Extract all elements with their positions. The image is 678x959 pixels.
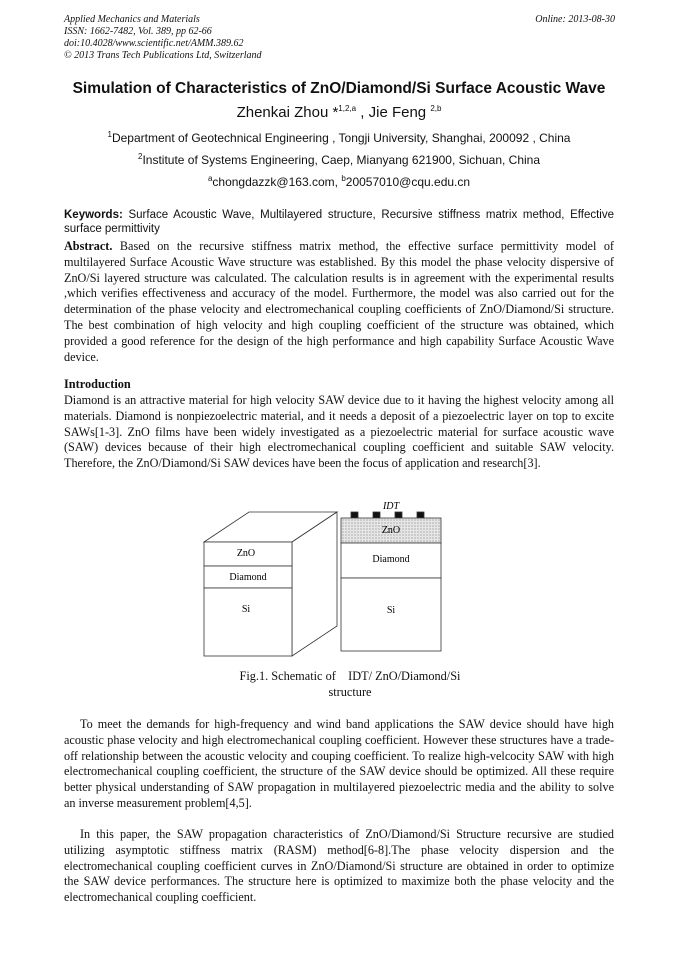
author-separator: ,	[356, 104, 369, 121]
figure-1-caption	[200, 668, 500, 700]
caption-line-1: Fig.1. Schematic of IDT/ ZnO/Diamond/Si	[239, 669, 461, 683]
abstract-label: Abstract.	[64, 239, 113, 253]
introduction-para-3: In this paper, the SAW propagation characteristics of ZnO/Diamond/Si Structure recursive are studied utilizing asymptotic stiffness matrix (RASM) method[6-8].The phase velocity dispersion and the electromechanical coupling coefficient curves in ZnO/Diamond/Si structure are obtained in order to optimize the SAW device performances. The structure here is optimized to maximize both the phase velocity and the electromechanical coupling coefficient.	[64, 827, 614, 905]
right-si-label: Si	[386, 605, 396, 616]
caption-line-2: structure	[328, 685, 372, 699]
right-diamond-label: Diamond	[372, 554, 410, 565]
abstract-text: Based on the recursive stiffness matrix method, the effective surface permittivity model of multilayered Surface Acoustic Wave structure was established. By this model the phase velocity dispersive of ZnO/Si layered structure was calculated. The calculation results is in agreement with the experimental results ,which verifies effectiveness and accuracy of the model. Furthermore, the model was also carried out for the determination of the phase velocity and electromechanical coupling coefficients of ZnO/Diamond/Si structure. The best combination of high velocity and high coupling coefficient of the structure was obtained, which provided a good reference for the design of the high performance and high capability Surface Acoustic Wave device.	[64, 239, 614, 364]
idt-electrode	[373, 512, 380, 518]
keywords-label: Keywords:	[64, 209, 123, 221]
introduction-heading: Introduction	[64, 377, 131, 391]
idt-electrode	[351, 512, 358, 518]
right-zno-label: ZnO	[381, 525, 401, 536]
author-1: Zhenkai Zhou *	[236, 104, 339, 121]
online-date: Online: 2013-08-30	[535, 14, 615, 25]
affiliation-2-text: Institute of Systems Engineering, Caep, Mianyang 621900, Sichuan, China	[142, 153, 541, 167]
idt-label: IDT	[382, 501, 400, 512]
left-diamond-label: Diamond	[229, 572, 267, 583]
paper-title: Simulation of Characteristics of ZnO/Diamond/Si Surface Acoustic Wave	[72, 80, 606, 97]
idt-electrode	[417, 512, 424, 518]
email-2-marker: b	[341, 174, 346, 183]
issn: ISSN: 1662-7482, Vol. 389, pp 62-66	[64, 26, 212, 37]
left-layer-stack	[204, 512, 337, 656]
keywords-text: Surface Acoustic Wave, Multilayered structure, Recursive stiffness matrix method, Effective surface permittivity	[64, 209, 614, 235]
left-si-label: Si	[241, 604, 251, 615]
affiliation-1-text: Department of Geotechnical Engineering , Tongji University, Shanghai, 200092 , China	[111, 131, 571, 145]
author-2-affil: 2,b	[430, 104, 442, 113]
introduction-para-1: Diamond is an attractive material for high velocity SAW device due to it having the highest velocity among all materials. Diamond is nonpiezoelectric material, and it needs a deposit of a piezoelectric layer on top to excite SAWs[1-3]. ZnO films have been widely investigated as a piezoelectric material for surface acoustic wave (SAW) devices because of their high electromechanical coupling coefficient and suitable SAW velocity. Therefore, the ZnO/Diamond/Si SAW devices have been the focus of application and research[3].	[64, 393, 614, 471]
introduction-para-2: To meet the demands for high-frequency and wind band applications the SAW device should have high acoustic phase velocity and high electromechanical coupling coefficient. However these structures have a trade-off relationship between the acoustic velocity and couping coefficient. To realize high-velcocity SAW with high electromechanical coupling coefficient, the structure of the SAW device should be optimized. All these require better physical understanding of SAW propagation in multilayered piezoelectric media and the ability to solve an inverse measurement problem[4,5].	[64, 717, 614, 810]
email-2: 20057010@cqu.edu.cn	[345, 175, 471, 189]
email-1-marker: a	[207, 174, 213, 183]
author-1-affil: 1,2,a	[338, 104, 357, 113]
copyright: © 2013 Trans Tech Publications Ltd, Switzerland	[64, 50, 262, 61]
doi: doi:10.4028/www.scientific.net/AMM.389.62	[64, 38, 244, 49]
journal-name: Applied Mechanics and Materials	[64, 14, 200, 25]
affiliation-2-marker: 2	[137, 152, 143, 161]
left-zno-label: ZnO	[236, 548, 256, 559]
author-2: Jie Feng	[368, 104, 431, 121]
email-1: chongdazzk@163.com,	[212, 175, 342, 189]
affiliation-1-marker: 1	[107, 130, 112, 139]
left-layer-si	[204, 588, 292, 656]
idt-electrode	[395, 512, 402, 518]
